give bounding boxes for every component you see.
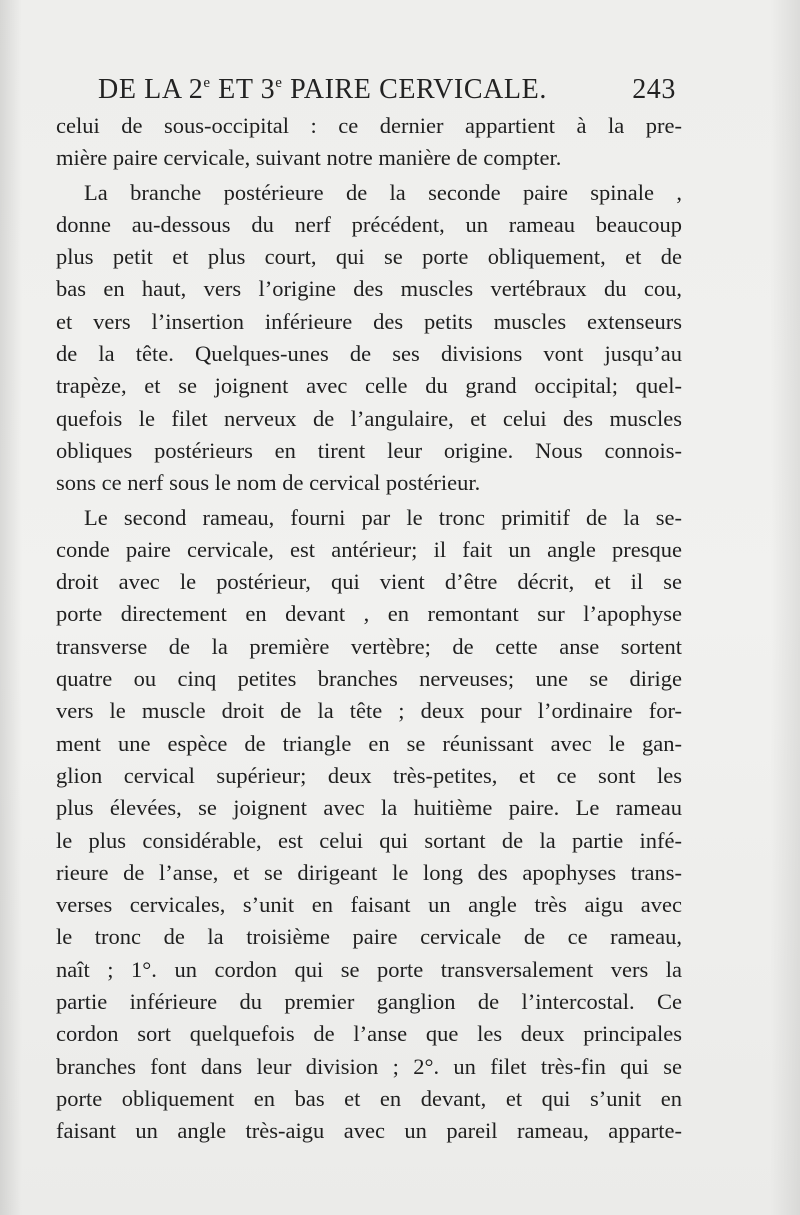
text-line: plus petit et plus court, qui se porte obliquement, et de [56, 244, 682, 270]
text-line: verses cervicales, s’unit en faisant un angle très aigu avec [56, 892, 682, 918]
text-line: porte obliquement en bas et en devant, et qui s’unit en [56, 1085, 682, 1111]
text-line: de la tête. Quelques-unes de ses divisions vont jusqu’au [56, 341, 682, 367]
text-line: vers le muscle droit de la tête ; deux pour l’ordinaire for- [56, 698, 682, 724]
text-line: obliques postérieurs en tirent leur origine. Nous connois- [56, 437, 682, 463]
text-line: partie inférieure du premier ganglion de l’intercostal. Ce [56, 989, 682, 1015]
text-line: quefois le filet nerveux de l’angulaire, et celui des muscles [56, 405, 682, 431]
text-line: conde paire cervicale, est antérieur; il fait un angle presque [56, 536, 682, 562]
text-line: La branche postérieure de la seconde paire spinale , [84, 179, 682, 205]
text-line: sons ce nerf sous le nom de cervical postérieur. [56, 470, 481, 496]
text-line: faisant un angle très-aigu avec un pareil rameau, apparte- [56, 1118, 682, 1144]
text-line: donne au-dessous du nerf précédent, un rameau beaucoup [56, 211, 682, 237]
text-line: mière paire cervicale, suivant notre manière de compter. [56, 145, 562, 171]
text-line: plus élevées, se joignent avec la huitième paire. Le rameau [56, 795, 682, 821]
text-line: droit avec le postérieur, qui vient d’être décrit, et il se [56, 569, 682, 595]
paragraph [56, 177, 682, 500]
body-text [56, 110, 682, 1148]
text-line: bas en haut, vers l’origine des muscles vertébraux du cou, [56, 276, 682, 302]
text-line: Le second rameau, fourni par le tronc primitif de la se- [84, 504, 682, 530]
running-header [98, 74, 678, 114]
text-line: ment une espèce de triangle en se réunissant avec le gan- [56, 730, 682, 756]
text-line: transverse de la première vertèbre; de cette anse sortent [56, 633, 682, 659]
text-line: celui de sous-occipital : ce dernier appartient à la pre- [56, 113, 682, 138]
text-line: et vers l’insertion inférieure des petits muscles extenseurs [56, 308, 682, 334]
text-line: naît ; 1°. un cordon qui se porte transversalement vers la [56, 956, 682, 982]
running-title: DE LA 2e ET 3e PAIRE CERVICALE. [98, 74, 547, 105]
text-line: rieure de l’anse, et se dirigeant le long des apophyses trans- [56, 859, 682, 885]
text-line: branches font dans leur division ; 2°. un filet très-fin qui se [56, 1053, 682, 1079]
paragraph [56, 502, 682, 1148]
paragraph-continuation [56, 110, 682, 175]
text-line: glion cervical supérieur; deux très-petites, et ce sont les [56, 762, 682, 788]
text-line: trapèze, et se joignent avec celle du grand occipital; quel- [56, 373, 682, 399]
text-line: le plus considérable, est celui qui sortant de la partie infé- [56, 827, 682, 853]
text-line: quatre ou cinq petites branches nerveuses; une se dirige [56, 666, 682, 692]
text-line: cordon sort quelquefois de l’anse que les deux principales [56, 1021, 682, 1047]
text-line: le tronc de la troisième paire cervicale de ce rameau, [56, 924, 682, 950]
text-line: porte directement en devant , en remontant sur l’apophyse [56, 601, 682, 627]
page-number: 243 [632, 74, 676, 105]
